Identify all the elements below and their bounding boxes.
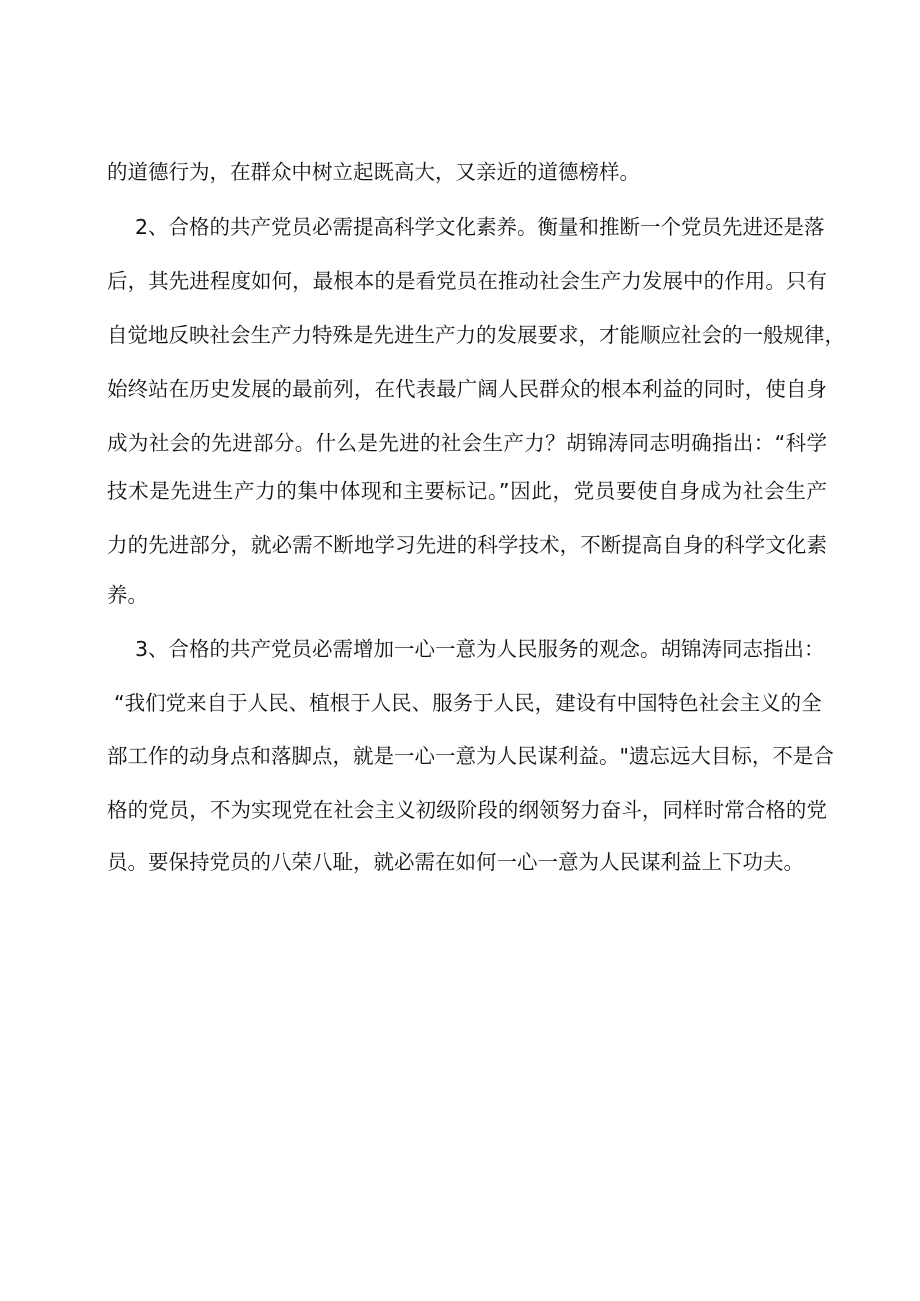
text-line: 格的党员，不为实现党在社会主义初级阶段的纲领努力奋斗，同样时常合格的党 — [107, 798, 827, 822]
text-line: “我们党来自于人民、植根于人民、服务于人民，建设有中国特色社会主义的全 — [114, 691, 822, 715]
text-line: 技术是先进生产力的集中体现和主要标记。”因此，党员要使自身成为社会生产 — [107, 479, 827, 503]
text-line: 成为社会的先进部分。什么是先进的社会生产力？胡锦涛同志明确指出：“科学 — [107, 431, 827, 455]
text-line: 的道德行为，在群众中树立起既高大，又亲近的道德榜样。 — [107, 160, 640, 184]
text-line: 员。要保持党员的八荣八耻，就必需在如何一心一意为人民谋利益上下功夫。 — [107, 850, 804, 874]
text-line: 养。 — [107, 583, 148, 607]
text-line: 始终站在历史发展的最前列，在代表最广阔人民群众的根本利益的同时，使自身 — [107, 377, 827, 401]
text-line: 力的先进部分，就必需不断地学习先进的科学技术，不断提高自身的科学文化素 — [107, 533, 827, 557]
text-line: 部工作的动身点和落脚点，就是一心一意为人民谋利益。"遗忘远大目标，不是合 — [107, 744, 834, 768]
text-line: 自觉地反映社会生产力特殊是先进生产力的发展要求，才能顺应社会的一般规律， — [107, 323, 845, 347]
paragraph-3-first-line: 3、合格的共产党员必需增加一心一意为人民服务的观念。胡锦涛同志指出： — [135, 637, 825, 661]
text-line: 后，其先进程度如何，最根本的是看党员在推动社会生产力发展中的作用。只有 — [107, 269, 827, 293]
paragraph-2-first-line: 2、合格的共产党员必需提高科学文化素养。衡量和推断一个党员先进还是落 — [135, 215, 825, 239]
